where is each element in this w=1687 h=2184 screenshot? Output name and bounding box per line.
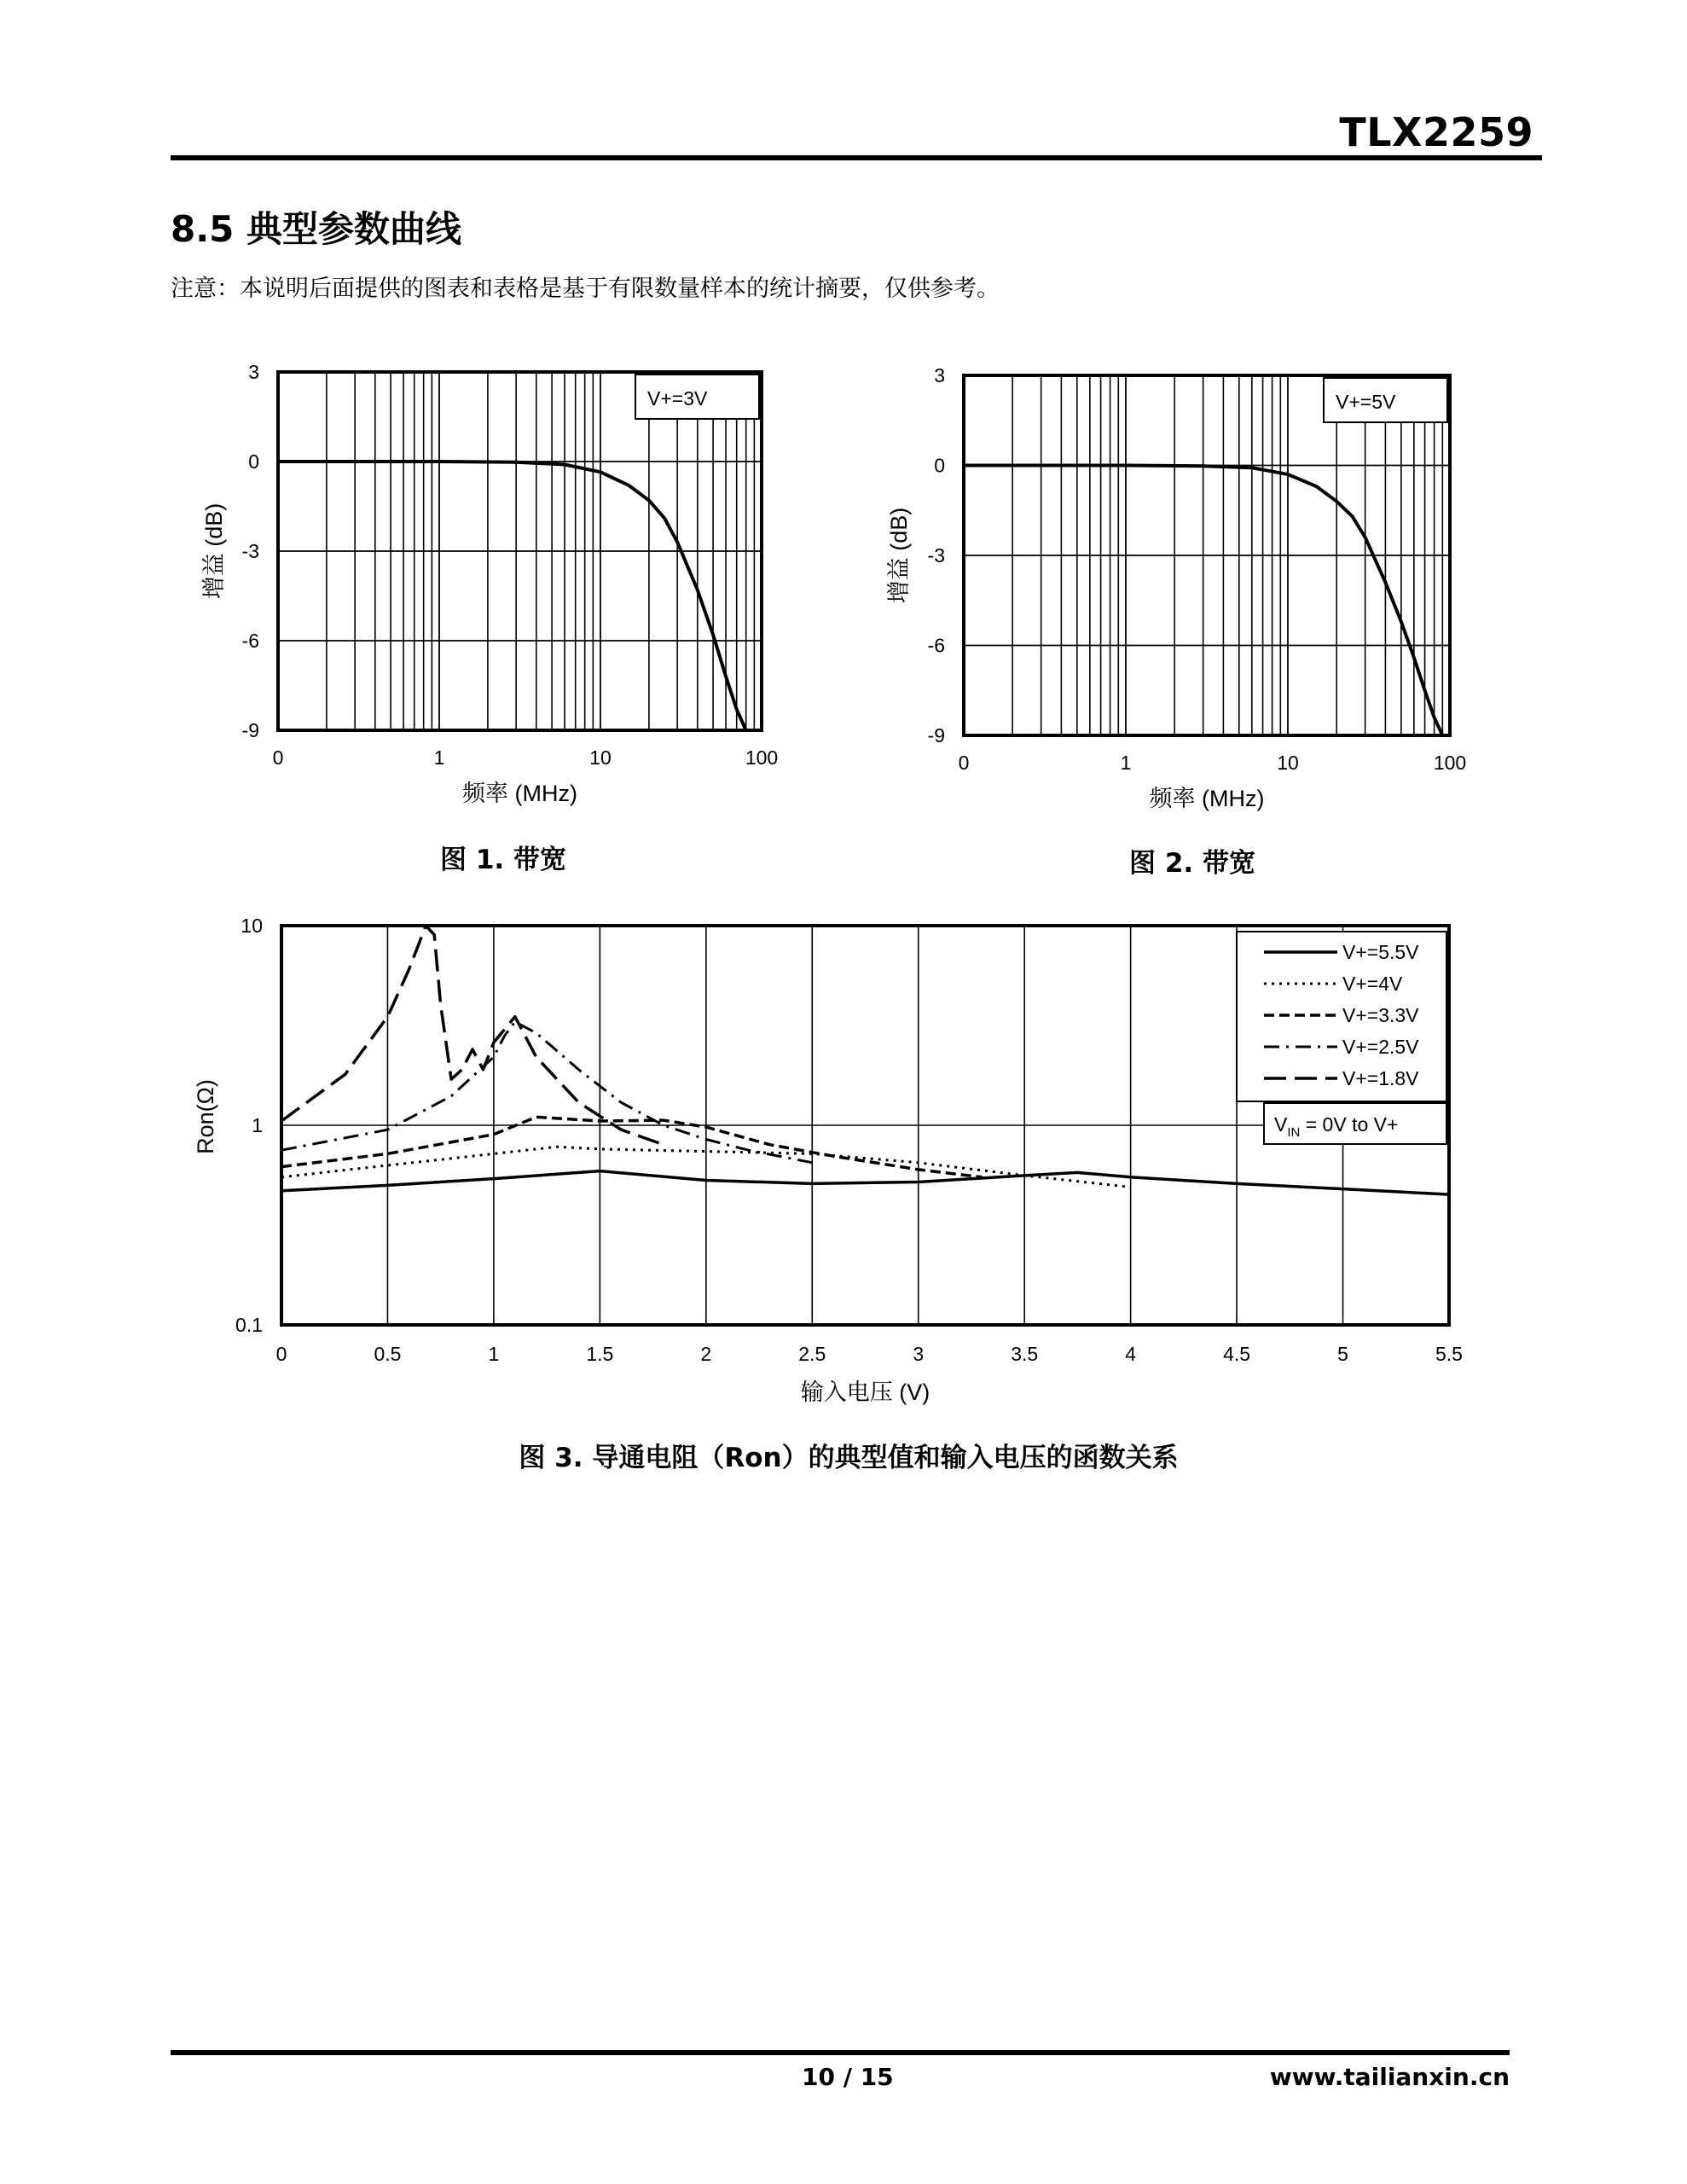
x-tick-label: 1	[1120, 752, 1132, 774]
x-tick-label: 1	[488, 1343, 500, 1365]
y-tick-label: -9	[927, 724, 945, 746]
y-tick-label: -6	[927, 634, 945, 657]
y-tick-label: 3	[248, 361, 259, 383]
series-line-v-5-5v	[281, 1171, 1449, 1195]
x-tick-label: 1.5	[586, 1343, 614, 1365]
note-text: 注意：本说明后面提供的图表和表格是基于有限数量样本的统计摘要，仅供参考。	[171, 276, 1000, 302]
x-tick-label: 10	[1277, 752, 1299, 774]
legend-label: V+=3V	[647, 387, 708, 410]
x-tick-label: 0.5	[374, 1343, 402, 1365]
x-tick-label: 0	[275, 1343, 287, 1365]
series-line-gain	[278, 462, 746, 730]
condition-label: $V_{IN} = 0V$ to V+	[1274, 1113, 1399, 1140]
y-tick-label: 3	[934, 364, 945, 386]
x-tick-label: 2.5	[798, 1343, 826, 1365]
legend-label: V+=2.5V	[1342, 1036, 1419, 1058]
x-tick-label: 0	[272, 746, 284, 769]
x-tick-label: 4	[1125, 1343, 1137, 1365]
figure-3-caption: 图 3. 导通电阻（Ron）的典型值和输入电压的函数关系	[519, 1443, 1179, 1473]
figure-1-caption: 图 1. 带宽	[440, 845, 566, 875]
x-tick-label: 2	[700, 1343, 712, 1365]
footer-rule	[171, 2050, 1510, 2055]
y-tick-label: -9	[241, 719, 259, 741]
x-tick-label: 0	[958, 752, 970, 774]
y-tick-label: -3	[241, 540, 259, 562]
x-tick-label: 10	[589, 746, 612, 769]
x-axis-label: 频率 (MHz)	[1149, 786, 1265, 811]
y-tick-label: 1	[252, 1114, 263, 1136]
figure-3-ron-chart	[171, 904, 1510, 1416]
y-axis-label: 增益 (dB)	[201, 502, 227, 600]
x-tick-label: 100	[1433, 752, 1467, 774]
x-tick-label: 3.5	[1011, 1343, 1039, 1365]
y-axis-label: Ron(Ω)	[193, 1079, 218, 1154]
series-line-v-1-8v	[281, 926, 664, 1145]
series-line-v-3-3v	[281, 1117, 982, 1177]
x-tick-label: 5	[1337, 1343, 1348, 1365]
legend-label: V+=5.5V	[1342, 941, 1419, 963]
y-tick-label: 0	[934, 454, 945, 477]
y-tick-label: -6	[241, 630, 259, 652]
legend-label: V+=1.8V	[1342, 1067, 1419, 1089]
legend-label: V+=4V	[1342, 973, 1403, 995]
y-axis-label: 增益 (dB)	[886, 507, 912, 604]
x-tick-label: 5.5	[1435, 1343, 1463, 1365]
header-rule	[171, 155, 1542, 160]
x-tick-label: 100	[745, 746, 779, 769]
x-tick-label: 1	[433, 746, 445, 769]
series-line-v-2-5v	[281, 1022, 812, 1163]
y-tick-label: 0	[248, 450, 259, 473]
legend-label: V+=3.3V	[1342, 1004, 1419, 1026]
figure-2-bandwidth-chart	[855, 357, 1521, 834]
x-tick-label: 3	[913, 1343, 925, 1365]
y-tick-label: 0.1	[235, 1314, 263, 1336]
page-number: 10 / 15	[802, 2063, 894, 2091]
x-axis-label: 频率 (MHz)	[462, 781, 577, 806]
website-link[interactable]: www.tailianxin.cn	[1269, 2063, 1510, 2091]
x-axis-label: 输入电压 (V)	[800, 1380, 930, 1405]
y-tick-label: -3	[927, 544, 945, 566]
y-tick-label: 10	[241, 915, 263, 937]
document-title: TLX2259	[1339, 109, 1533, 155]
figure-2-caption: 图 2. 带宽	[1129, 848, 1255, 879]
section-heading: 8.5 典型参数曲线	[171, 208, 462, 250]
legend-label: V+=5V	[1336, 391, 1396, 413]
x-tick-label: 4.5	[1223, 1343, 1251, 1365]
figure-1-bandwidth-chart	[171, 357, 836, 834]
